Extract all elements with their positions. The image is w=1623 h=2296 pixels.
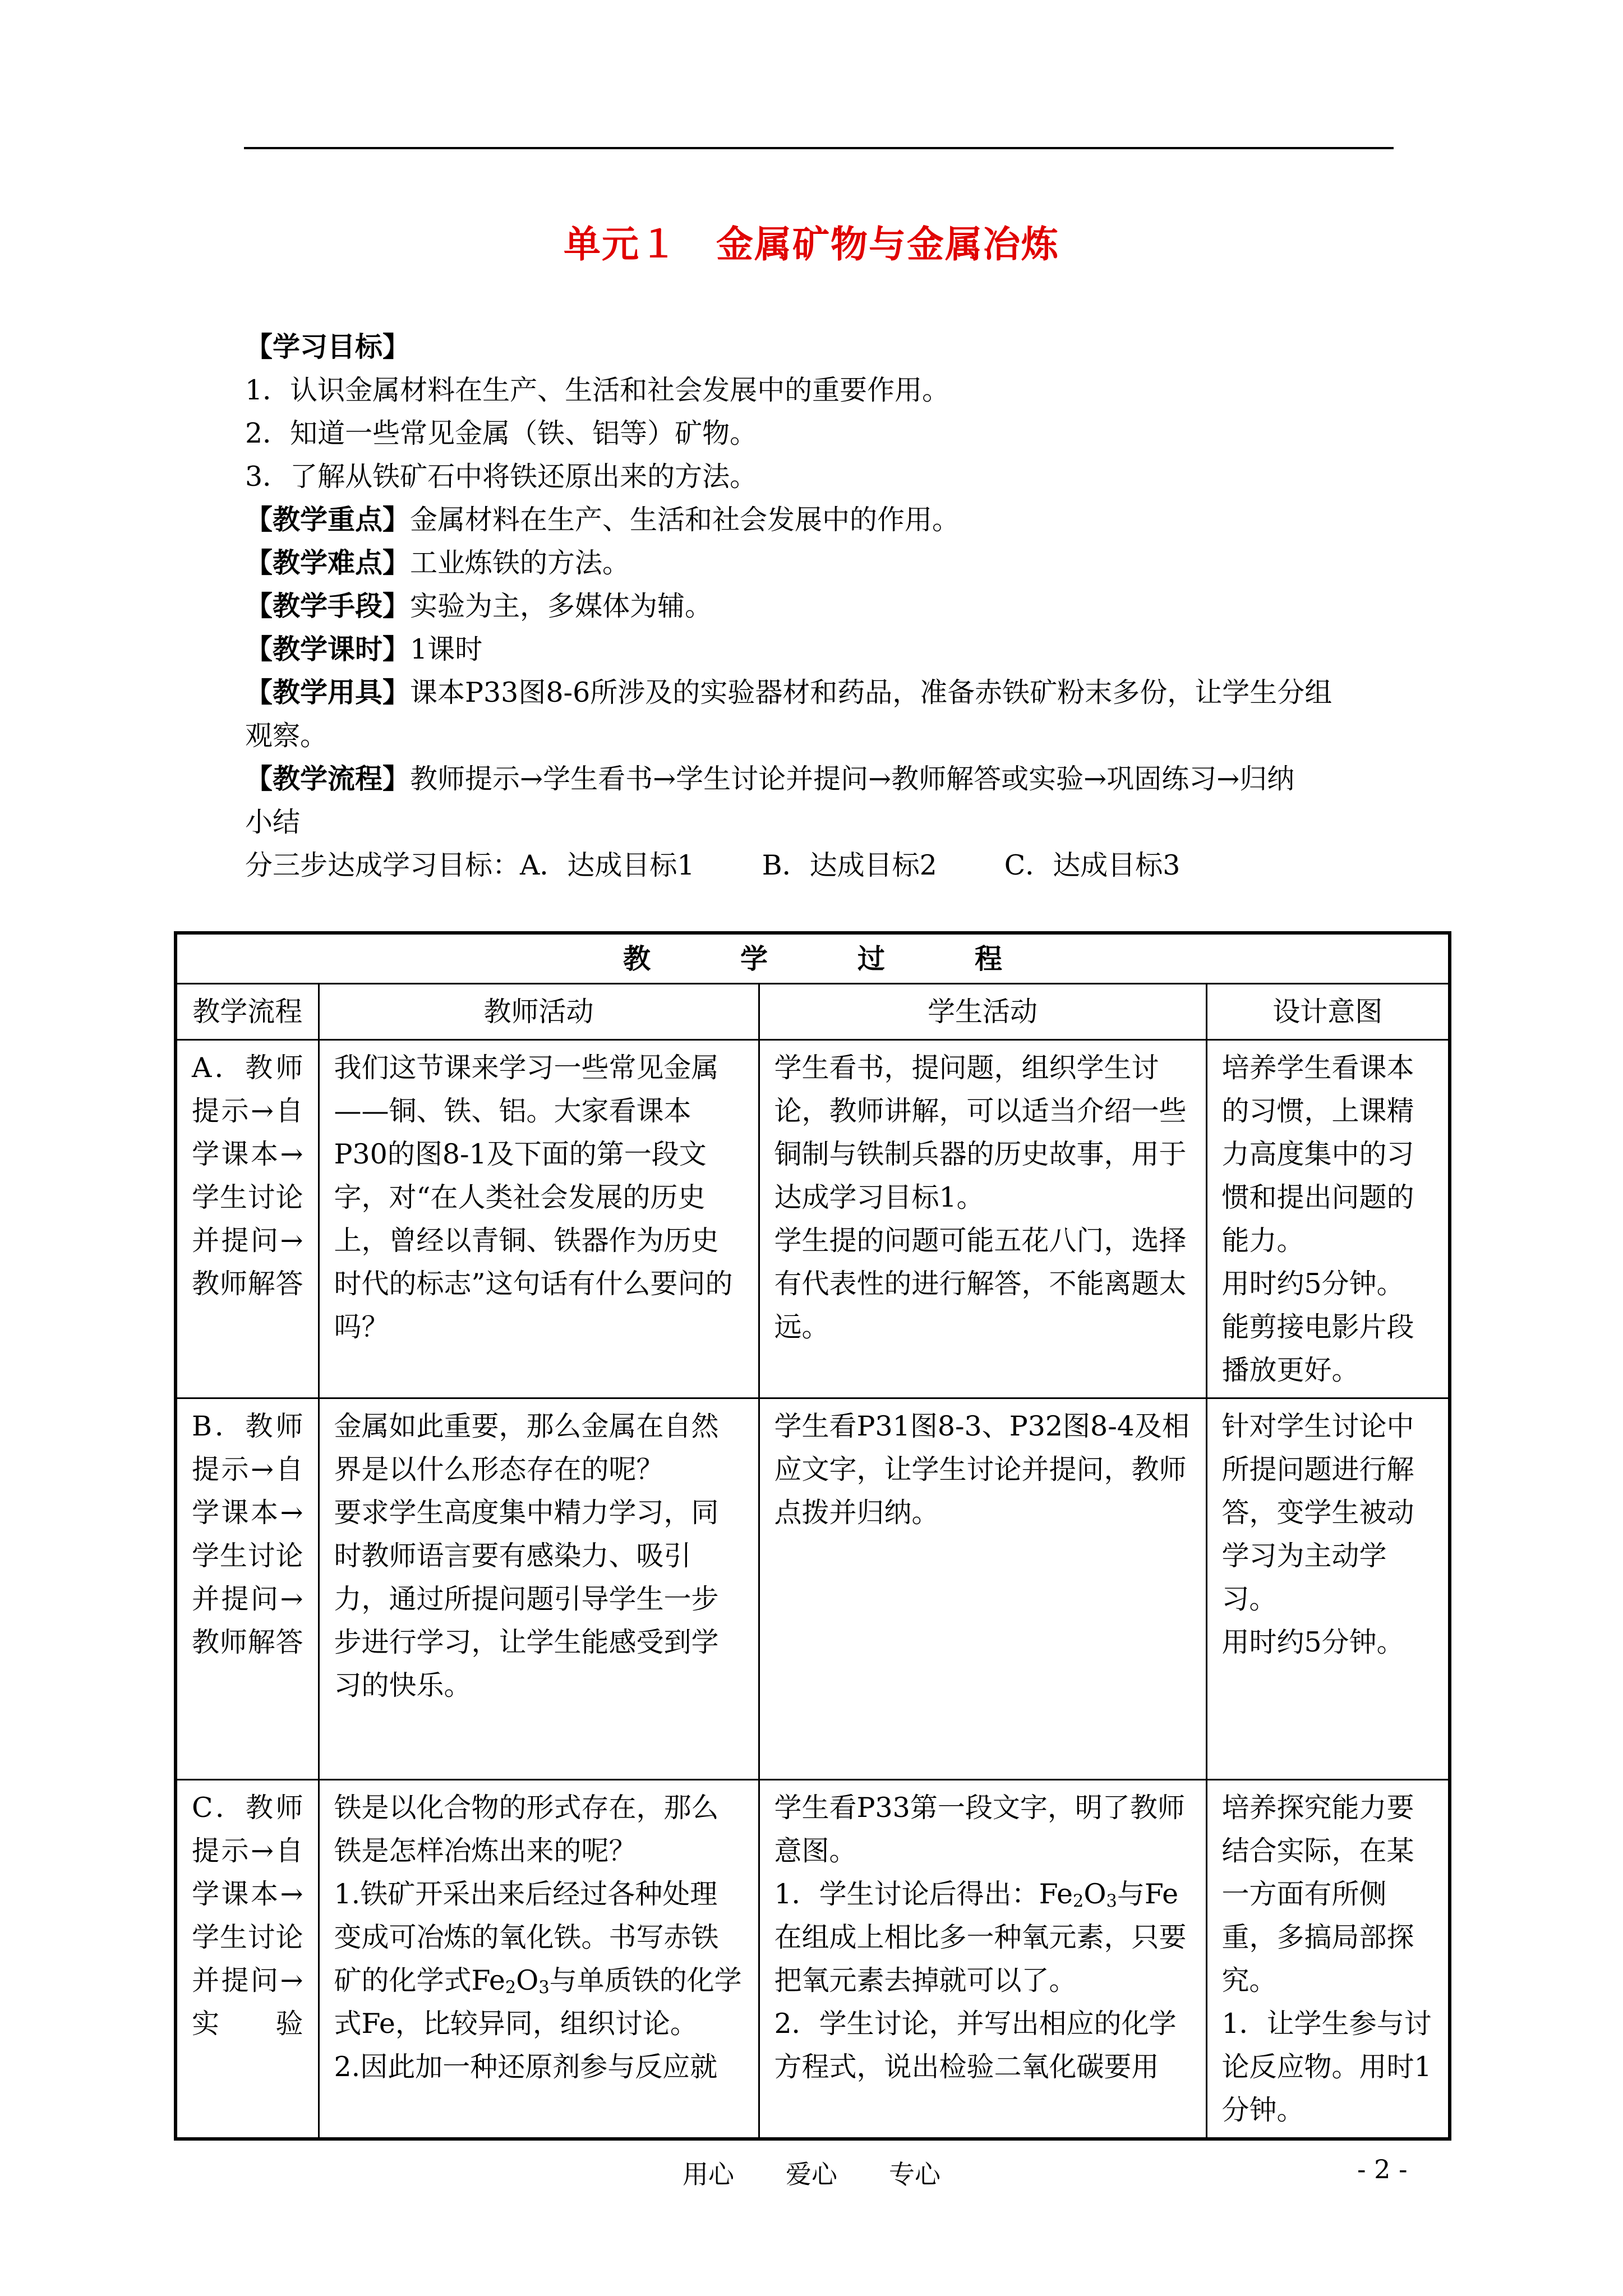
row-flow: A．教师提示→自学课本→学生讨论并提问→教师解答: [176, 1040, 319, 1398]
header-student: 学生活动: [759, 984, 1206, 1040]
teaching-flow: 【教学流程】教师提示→学生看书→学生讨论并提问→教师解答或实验→巩固练习→归纳: [245, 762, 1295, 795]
teaching-process-table: [174, 931, 1451, 2141]
teaching-key-point: 【教学重点】金属材料在生产、生活和社会发展中的作用。: [245, 503, 960, 536]
goal-item: 2．知道一些常见金属（铁、铝等）矿物。: [245, 417, 758, 449]
student-text: 学生看P33第一段文字，明了教师意图。: [774, 1792, 1185, 1867]
header-intent: 设计意图: [1206, 984, 1450, 1040]
teacher-text: 1.铁矿开采出来后经过各种处理变成可冶炼的氧化铁。书写赤铁矿的化学式$Fe_2O_3$与单质铁的化学式Fe，比较异同，组织讨论。: [334, 1878, 742, 2040]
student-text: 2．学生讨论，并写出相应的化学方程式，说出检验二氧化碳要用: [774, 2008, 1177, 2083]
table-row: [176, 1780, 1450, 2139]
goal-item: 3．了解从铁矿石中将铁还原出来的方法。: [245, 461, 758, 493]
goal-item: 1．认识金属材料在生产、生活和社会发展中的重要作用。: [245, 374, 950, 406]
table-row: [176, 1398, 1450, 1780]
table-row: [176, 1040, 1450, 1398]
goals-heading: 【学习目标】: [245, 330, 411, 363]
student-text: 1．学生讨论后得出：$Fe_2O_3$与Fe在组成上相比多一种氧元素，只要把氧元素去掉就可以了。: [774, 1878, 1187, 1996]
teaching-means: 【教学手段】实验为主，多媒体为辅。: [245, 590, 713, 622]
teaching-tools: 【教学用具】课本P33图8-6所涉及的实验器材和药品，准备赤铁矿粉末多份，让学生分组: [245, 676, 1332, 708]
teaching-flow-cont: 小结: [245, 806, 301, 838]
row-intent: 培养学生看课本的习惯，上课精力高度集中的习惯和提出问题的能力。 用时约5分钟。 能剪接电影片段播放更好。: [1206, 1040, 1450, 1398]
row-teacher: 我们这节课来学习一些常见金属——铜、铁、铝。大家看课本P30的图8-1及下面的第一段文字，对“在人类社会发展的历史上，曾经以青铜、铁器作为历史时代的标志”这句话有什么要问的吗？: [319, 1040, 759, 1398]
footer-motto: 用心 爱心 专心: [683, 2159, 940, 2189]
three-step-goals: 分三步达成学习目标：A．达成目标1 B．达成目标2 C．达成目标3: [245, 849, 1181, 881]
lesson-intro: [245, 325, 1395, 887]
header-rule: [244, 147, 1394, 149]
teaching-tools-cont: 观察。: [245, 720, 328, 752]
page-number: - 2 -: [1357, 2154, 1408, 2184]
teacher-text: 铁是以化合物的形式存在，那么铁是怎样冶炼出来的呢？: [334, 1792, 719, 1867]
row-flow: C．教师提示→自学课本→学生讨论并提问→实验: [176, 1780, 319, 2139]
row-student: 学生看P31图8-3、P32图8-4及相应文字，让学生讨论并提问，教师点拨并归纳。: [759, 1398, 1206, 1780]
row-intent: 培养探究能力要结合实际，在某一方面有所侧重，多搞局部探究。 1．让学生参与讨论反应物。用时1分钟。: [1206, 1780, 1450, 2139]
row-intent: 针对学生讨论中所提问题进行解答，变学生被动学习为主动学习。 用时约5分钟。: [1206, 1398, 1450, 1780]
teaching-difficulty: 【教学难点】工业炼铁的方法。: [245, 546, 630, 579]
row-student: 学生看书，提问题，组织学生讨论，教师讲解，可以适当介绍一些铜制与铁制兵器的历史故事，用于达成学习目标1。 学生提的问题可能五花八门，选择有代表性的进行解答，不能离题太远。: [759, 1040, 1206, 1398]
page-title: 单元１ 金属矿物与金属冶炼: [564, 222, 1059, 266]
row-flow: B．教师提示→自学课本→学生讨论并提问→教师解答: [176, 1398, 319, 1780]
teacher-text: 2.因此加一种还原剂参与反应就: [334, 2051, 718, 2083]
row-teacher: [319, 1780, 759, 2139]
row-teacher: 金属如此重要，那么金属在自然界是以什么形态存在的呢？ 要求学生高度集中精力学习，同时教师语言要有感染力、吸引力，通过所提问题引导学生一步步进行学习，让学生能感受到学习的快乐。: [319, 1398, 759, 1780]
teaching-hours: 【教学课时】1课时: [245, 633, 483, 665]
header-teacher: 教师活动: [319, 984, 759, 1040]
table-caption: 教学过程: [176, 933, 1450, 984]
header-flow: 教学流程: [176, 984, 319, 1040]
row-student: [759, 1780, 1206, 2139]
